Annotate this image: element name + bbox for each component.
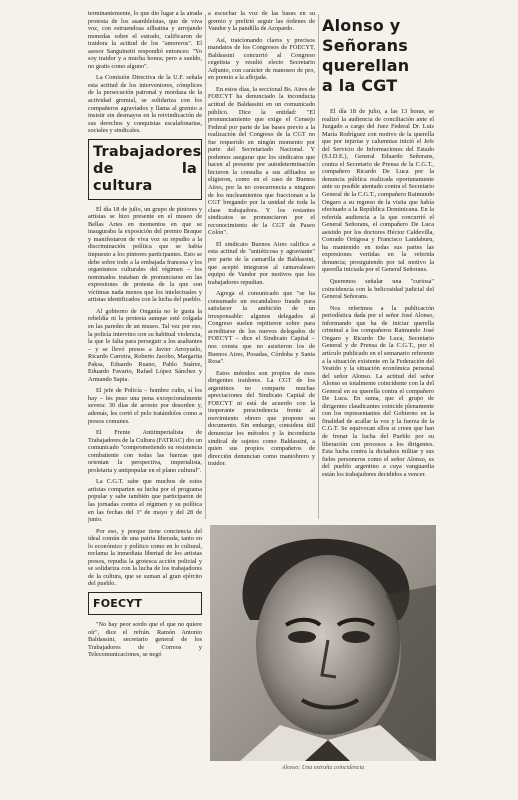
headline-line: a la CGT [322,76,398,95]
headline-line: Señorans [322,36,408,55]
headline-foecyt: FOECYT [93,597,143,610]
paragraph: En estos días, la seccional Bs. Aires de FOECYT ha denunciado la inconducta actitud de Baldassini en un comunicado público. Dice la entidad: "El pronunciamiento que exige el Consejo Federal por parte de las bases previo a la realización del Congreso de la CGT no fue requerido en ningún momento por parte del Secretariado Nacional. Y podemos asegurar que los sindicatos que hacen al presente por autodeterminación hicieron la consulta a sus afiliados se eligieron, como en el caso de Buenos Aires, por la no concurrencia a ninguno de los nucleamientos que fraccionan a la CGT bregando por la unidad de toda la clase trabajadora. Y los restantes sindicatos se pronunciaron por el reconocimiento de la CGT de Paseo Colón". [208,85,315,237]
column-middle [208,10,315,530]
paragraph: El jefe de Policía – hombre culto, sí los hay – les puso una pena excepcionalmente severa: 30 días de arresto por desorden y, además, les cortó el pelo tratándolos como a presos comunes. [88,387,202,425]
headline-box-foecyt [88,592,202,615]
column-rule [205,14,206,519]
headline-line: querellan [322,56,410,75]
paragraph: Al gobierno de Onganía no le gusta la rebeldía ni la protesta aunque esté colgada en las paredes de un museo. Tal vez por eso, la policía intervino con su habitual violencia, la que le falta para perseguir a los asaltantes – y se llevó presos a Javier Arroyuelo, Ricardo Carreira, Roberto Jacobo, Margarita Paksa, Eduardo Ruano, Pablo Suárez, Eduardo Favario, Rafael López Sánchez y Armando Sapia. [88,307,202,383]
portrait-illustration [210,525,436,761]
headline-alonso-senorans [322,16,434,96]
paragraph: Por eso, y porque tiene conciencia del ideal común de una patria liberada, tanto en lo económico y político como en lo cultural, reclama la inmediata libertad de los artistas presos, repudia la grotesca acción policial y se solidariza con la lucha de los trabajadores de la cultura, que se suman al gran ejército del pueblo. [88,527,202,588]
headline-trabajadores-cultura: Trabajadores de la cultura [93,143,202,194]
headline-box-trabajadores [88,139,202,200]
paragraph: Así, traicionando claros y precisos mandatos de los Congresos de FOECYT, Baldassini concurrió al Congreso cegetista y resultó electo Secretario Adjunto, con carácter de manoseo de pro, en premio a la aflojada. [208,36,315,82]
photo-caption: Alonso: Una extraña coincidencia [281,765,365,771]
paragraph: "No hay peor sordo que el que no quiere oír", dice el refrán. Ramón Antonio Baldassini, secretario general de los Trabajadores de Correos y Telecomunicaciones, se negó [88,621,202,659]
paragraph: terminantemente, lo que dio lugar a la airada protesta de los asambleístas, que de viva voz, con estruendosa silbatina y arrojando monedas sobre el estrado, calificaron de traidora la actitud de los "amoreros". El asesor Sanguinetti respondió entonces: "Yo soy traidor y a mucha honra; pero a sueldo, no gratis como alguno". [88,10,202,70]
paragraph: El sindicato Buenos Aires califica a esta actitud de "antiéticosa y agraviante" por parte de la camarilla de Baldassini, que aceptó integrarse al camavaleseo equipo de Vandor por motivos que los trabajadores repudian. [208,240,315,286]
paragraph: Agrega el comunicado que "se ha consumado un escandaloso fraude para satisfacer la ambición de un irresponsable: algunos delegados al Congreso suelen repitieron sobre para acreditarse de los nuevos delegados de FOECYT – dice el Sindicato Capital – nos consta que no asistieron los de Buenos Aires, Posadas, Córdoba y Santa Rosa". [208,290,315,366]
photo-alonso [210,525,436,761]
paragraph: Queremos señalar una "curiosa" coincidencia con la belicosidad judicial del General Señorans. [322,278,434,301]
paragraph: El día 18 de julio, a las 13 horas, se realizó la audiencia de conciliación ante el Juzgado a cargo del Juez Federal Dr. Luis María Rodríguez con motivo de la querella que por injurias y calumnias inició el Jefe del Servicio de Informaciones del Estado (S.I.D.E.), General Eduardo Señorans, contra el Secretario de Prensa de la C.G.T., compañero Ricardo De Luca por la denuncia pública realizada oportunamente ante su posible atentado contra el Secretario General de la C.G.T., compañero Raimundo Ongaro a su regreso de la visita que había efectuado a la República Dominicana. En la referida audiencia a la que concurrió el General Señorans, el compañero De Luca asistido por los doctores Héctor Caldevilla, Conrado Ortigosa y Francisco Landaburu, ha mantenido en todas sus partes las expresiones vertidas en la referida denuncia; prosiguiendo por tal motivo la querella iniciada por el General Señorans. [322,108,434,274]
paragraph: El Frente Antiimperialista de Trabajadores de la Cultura (FATRAC) dio un comunicado "comprometiendo su resistencia combatiente con todas las fuerzas que orientan la perspectiva, imperialista, proletaria y antipopular en el plano cultural". [88,429,202,474]
paragraph: El día 18 de julio, un grupo de pintores y artistas se hizo presente en el museo de Bellas Artes en momentos en que se inauguraba la exposición del premio Braque y manifestaron de viva voz su repudio a la discriminación política que se había impuesto a los pintores participantes. Esto se debe sobre todo a la embajada francesa y los organismos culturales del régimen – los nominados trataban de pronunciarse en las expresiones de protesta de la que son víctimas nada menos que los intelectuales y artistas identificados con la lucha del pueblo. [88,205,202,304]
paragraph: Nos referimos a la publicación periodística dada por el señor José Alonso, informando que ha de iniciar querella criminal a los compañeros Raimundo José Ongaro y Ricardo De Luca, Secretario General y de Prensa de la C.G.T., por el artículo publicado en el semanario referente a la situación existente en la Federación del Vestido y la situación económica personal del señor Alonso. La actitud del señor Alonso es totalmente coincidente con la del General en su querella contra el compañero De Luca. En suma, que el grupo de dirigentes claudicantes coincide plenamente con los representantes del Gobierno en la finalidad de acallar la voz y la fuerza de la C.G.T. Se equivocan ellos si creen que han de frenar la lucha del Pueblo por su liberación con procesos a los dirigentes. Esta lucha contra la dictadura militar y sus fieles personeros como el señor Alonso, es del pueblo argentino a cuya vanguardia están los trabajadores decididos a vencer. [322,304,434,478]
headline-line: Alonso y [322,16,401,35]
column-right [322,108,434,558]
paragraph: La C.G.T. sabe que muchos de estos artistas comparten su lucha por el programa popular y sabe también que participaron de las jornadas contra el régimen y su política en las fechas del 1º de mayo y del 28 de junio. [88,478,202,524]
paragraph: a escuchar la voz de las bases en su gremio y prefirió seguir las órdenes de Vandor y la pandilla de Azopardo. [208,10,315,33]
paragraph: Estos métodos son propios de esos dirigentes traidores. La CGT de los argentinos no comparte muchas apreciaciones del Sindicato Capital de FOECYT ni está de acuerdo con la inoperante prescindencia frente al movimiento obrero que propone su documento. Sin embargo, considera útil denunciar los métodos y la inconducta sindical de sujetos como Baldassini, a quien sus propios compañeros de dirección denuncian como maniobrero y traidor. [208,369,315,468]
column-rule [318,14,319,519]
column-left [88,10,202,790]
paragraph: La Comisión Directiva de la U.F. señala esta actitud de los interventores, cómplices de la persecución patronal y mordaza de la actividad gremial, se solidariza con los compañeros agraviados y llama al gremio a insistir sin desmayos en la reivindicación de sus derechos y conquistas escalafonarias, sociales y sindicales. [88,74,202,135]
